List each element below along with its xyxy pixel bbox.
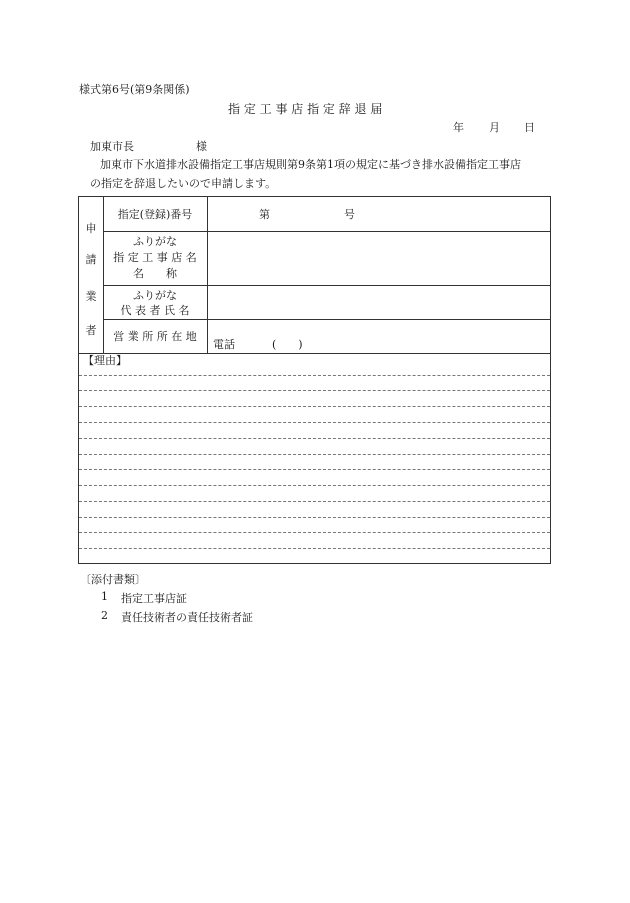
phone-label: 電話 [213, 338, 235, 351]
representative-name-label: 代 表 者 氏 名 [120, 304, 190, 317]
divider-row-2 [103, 285, 550, 286]
reason-line [79, 406, 550, 407]
shop-title-label: 名 称 [133, 267, 177, 280]
application-form-table [78, 196, 551, 564]
attachment-item-2-text: 責任技術者の責任技術者証 [121, 611, 253, 624]
addressee-honorific: 様 [196, 140, 207, 153]
reason-line [79, 517, 550, 518]
applicant-char-2: 請 [85, 253, 97, 266]
shop-name-label: 指 定 工 事 店 名 [113, 251, 197, 264]
rep-furigana-label: ふりがな [133, 289, 177, 302]
divider-label-column [207, 197, 208, 353]
addressee: 加東市長 [90, 140, 134, 153]
reason-line [79, 390, 550, 391]
applicant-char-4: 者 [85, 324, 97, 337]
reason-line [79, 532, 550, 533]
date-day-label: 日 [524, 121, 535, 134]
shop-furigana-label: ふりがな [133, 235, 177, 248]
reason-line [79, 454, 550, 455]
reason-line [79, 469, 550, 470]
statement-line-1: 加東市下水道排水設備指定工事店規則第9条第1項の規定に基づき排水設備指定工事店 [100, 158, 521, 171]
divider-row-3 [103, 319, 550, 320]
reason-line [79, 485, 550, 486]
divider-row-1 [103, 231, 550, 232]
attachment-item-2-number: 2 [101, 609, 108, 622]
designation-number-prefix: 第 [259, 208, 270, 221]
divider-reason-top [79, 353, 550, 354]
designation-number-suffix: 号 [344, 208, 355, 221]
reason-line [79, 375, 550, 376]
phone-parentheses: ( ) [272, 338, 303, 351]
reason-line [79, 548, 550, 549]
attachments-heading: 〔添付書類〕 [80, 573, 146, 586]
reason-line [79, 438, 550, 439]
office-address-label: 営 業 所 所 在 地 [113, 330, 197, 343]
designation-number-label: 指定(登録)番号 [117, 208, 193, 221]
date-year-label: 年 [453, 121, 464, 134]
reason-line [79, 501, 550, 502]
date-month-label: 月 [489, 121, 500, 134]
reason-label: 【理由】 [83, 354, 127, 367]
applicant-char-1: 申 [85, 222, 97, 235]
statement-line-2: の指定を辞退したいので申請します。 [90, 177, 277, 190]
document-title: 指 定 工 事 店 指 定 辞 退 届 [228, 102, 383, 116]
attachment-item-1-text: 指定工事店証 [121, 592, 187, 605]
applicant-char-3: 業 [85, 290, 97, 303]
form-number: 様式第6号(第9条関係) [79, 83, 190, 96]
attachment-item-1-number: 1 [101, 590, 108, 603]
reason-line [79, 422, 550, 423]
